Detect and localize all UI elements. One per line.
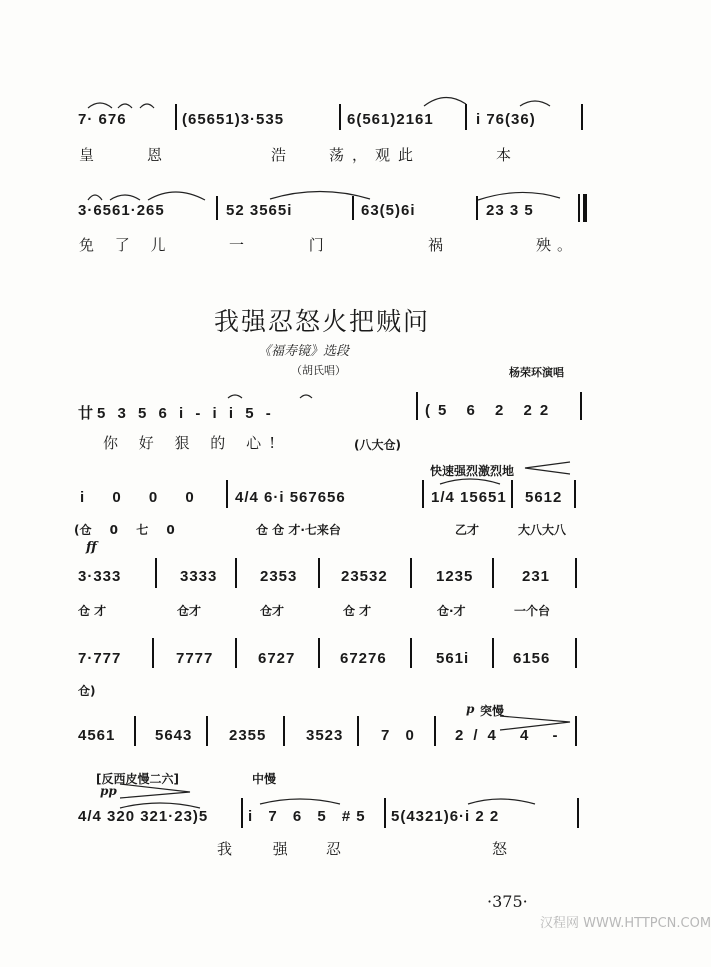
row5-perc-6: 一个台 xyxy=(514,604,551,618)
row7-measure-6: 2/4 4 - xyxy=(455,727,568,744)
row8-lyric-2: 忍 xyxy=(326,840,342,858)
row5-perc-3: 仓才 xyxy=(260,604,285,618)
row3-measure-1: 廿5 3 5 6 i - i i 5 - xyxy=(78,405,275,422)
row6-measure-2: 7777 xyxy=(176,650,214,667)
row7-dynamic: p xyxy=(466,702,475,716)
row5-measure-6: 231 xyxy=(522,568,551,585)
row4-measure-2: 4/4 6·i 567656 xyxy=(235,489,346,506)
row2-measure-1: 3·6561·265 xyxy=(78,202,165,219)
row2-measure-4: 23 3 5 xyxy=(486,202,534,219)
row5-dynamic: ff xyxy=(86,540,97,555)
row4-perc-1: (仓 0 七 0 xyxy=(74,523,175,537)
row1-measure-3: 6(561)2161 xyxy=(347,111,434,128)
row2-lyric-1: 免 了 儿 xyxy=(79,236,174,254)
row8-tempo: 中慢 xyxy=(252,772,277,786)
row1-measure-2: (65651)3·535 xyxy=(182,111,285,128)
watermark: 汉程网 WWW.HTTPCN.COM xyxy=(540,916,711,931)
row7-measure-4: 3523 xyxy=(306,727,344,744)
row4-perc-4: 大八大八 xyxy=(518,523,567,537)
row4-measure-4: 5612 xyxy=(525,489,563,506)
row1-lyric-5: 本 xyxy=(496,146,512,164)
row7-measure-1: 4561 xyxy=(78,727,116,744)
row8-section: [反西皮慢二六] xyxy=(96,772,179,786)
row6-measure-6: 6156 xyxy=(513,650,551,667)
row5-perc-5: 仓·才 xyxy=(437,604,466,618)
row6-measure-1: 7·777 xyxy=(78,650,122,667)
row1-lyric-2: 恩 xyxy=(147,146,163,164)
row5-perc-4: 仓 才 xyxy=(343,604,372,618)
row4-perc-2: 仓 仓 才·七来台 xyxy=(256,523,341,537)
row1-measure-4: i 76(36) xyxy=(476,111,536,128)
page-number: ·375· xyxy=(487,892,528,911)
row5-measure-4: 23532 xyxy=(341,568,388,585)
row8-dynamic: pp xyxy=(100,784,117,798)
row4-marking: 快速强烈激烈地 xyxy=(430,464,515,478)
row1-measure-1: 7· 676 xyxy=(78,111,127,128)
row3-measure-2: (5 6 2 22 xyxy=(425,402,557,419)
row6-perc-1: 仓) xyxy=(78,684,96,698)
row4-perc-3: 乙才 xyxy=(455,523,480,537)
row2-lyric-2: 一 门 xyxy=(229,236,354,254)
row1-lyric-1: 皇 xyxy=(79,146,95,164)
row7-marking: 突慢 xyxy=(480,704,505,718)
subtitle: 《福寿镜》选段 xyxy=(258,344,350,359)
row3-percussion: (八大仓) xyxy=(354,438,401,452)
row5-perc-2: 仓才 xyxy=(177,604,202,618)
row4-measure-1: i 0 0 0 xyxy=(80,489,206,506)
performer: 杨荣环演唱 xyxy=(509,366,564,379)
row6-measure-4: 67276 xyxy=(340,650,387,667)
song-title: 我强忍怒火把贼问 xyxy=(214,307,431,336)
row7-measure-5: 7 0 xyxy=(381,727,420,744)
row6-measure-3: 6727 xyxy=(258,650,296,667)
row2-lyric-3: 祸 xyxy=(428,236,444,254)
row3-lyric-1: 你 好 狠 的 心! xyxy=(103,434,284,452)
row8-measure-2: i 7 6 5 #5 xyxy=(248,808,371,825)
row1-lyric-3: 浩 xyxy=(271,146,287,164)
row5-measure-5: 1235 xyxy=(436,568,474,585)
row6-measure-5: 561i xyxy=(436,650,470,667)
row8-lyric-3: 怒 xyxy=(492,840,508,858)
row8-lyric-1: 我 强 xyxy=(217,840,306,858)
role-note: （胡氏唱） xyxy=(291,364,346,377)
row2-measure-2: 52 3565i xyxy=(226,202,293,219)
row5-measure-2: 3333 xyxy=(180,568,218,585)
row5-measure-1: 3·333 xyxy=(78,568,122,585)
row4-measure-3: 1/4 15651 xyxy=(431,489,507,506)
row8-measure-3: 5(4321)6·i 2 2 xyxy=(391,808,500,825)
row5-measure-3: 2353 xyxy=(260,568,298,585)
row8-measure-1: 4/4 320 321·23)5 xyxy=(78,808,209,825)
row7-measure-3: 2355 xyxy=(229,727,267,744)
row5-perc-1: 仓 才 xyxy=(78,604,107,618)
row2-lyric-4: 殃。 xyxy=(536,236,579,254)
row2-measure-3: 63(5)6i xyxy=(361,202,416,219)
row1-lyric-4: 荡，观此 xyxy=(329,146,422,164)
row7-measure-2: 5643 xyxy=(155,727,193,744)
